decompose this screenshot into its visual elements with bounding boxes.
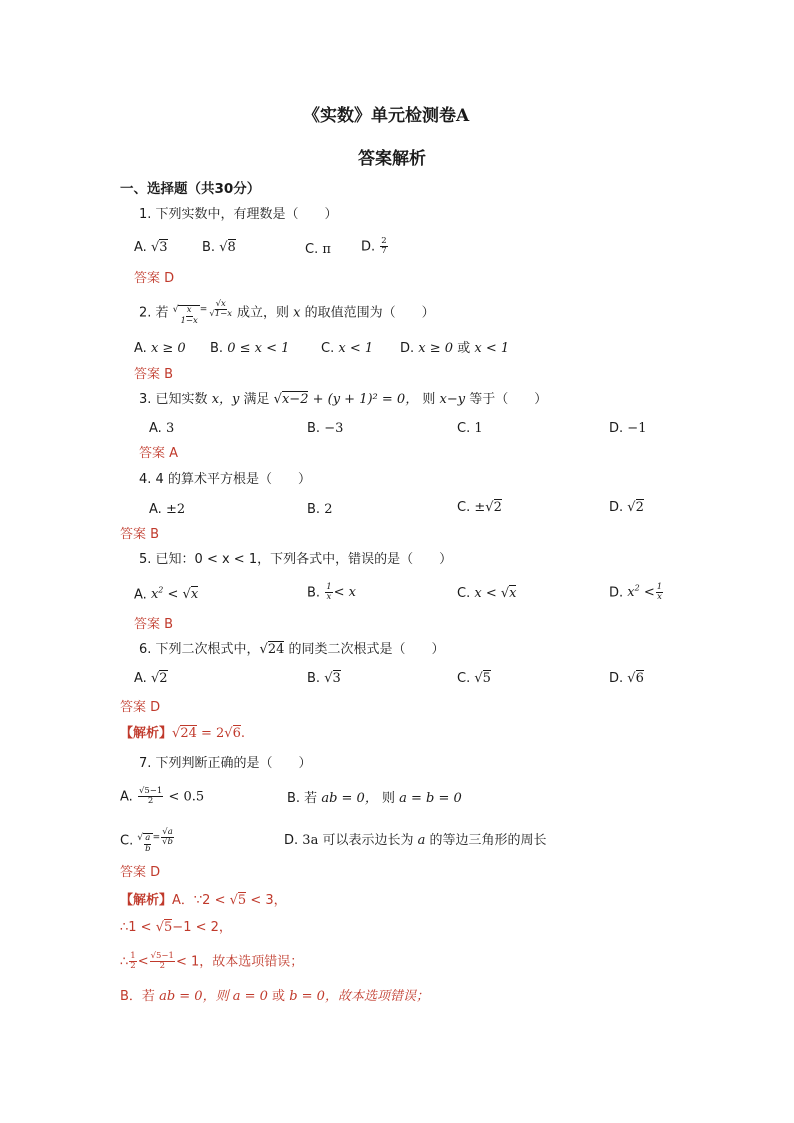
q7-an2-pre: ∴1 <	[120, 920, 152, 935]
q7-option-a	[120, 787, 204, 807]
q7-d-text2: 可以表示边长为	[322, 833, 414, 848]
q6-option-c	[457, 672, 491, 685]
q1-answer-label: 答案	[134, 271, 161, 286]
q4-c-pm: ±	[474, 500, 486, 515]
q2-option-c	[321, 342, 373, 355]
q7-option-d	[284, 834, 547, 847]
q2-d-label: D.	[400, 341, 415, 356]
q7-a-fraction: $\frac{√5-1}{2}$	[138, 786, 163, 807]
q4-c-label: C.	[457, 500, 471, 515]
q6-analysis-eq: = 2	[201, 726, 225, 741]
q6-post: 的同类二次根式是（ ）	[288, 642, 445, 657]
q7-an4-d: b = 0，故本选项错误；	[289, 989, 429, 1004]
q3-c-value: 1	[474, 421, 483, 436]
q4-d-label: D.	[609, 500, 624, 515]
q6-option-d	[609, 672, 644, 685]
question-3-stem	[139, 393, 547, 406]
q4-option-a	[149, 503, 185, 516]
q2-equation: √ $\frac{x}{1-x}$ = $\frac{√x}{√1-x}$	[172, 299, 233, 326]
q2-b-label: B.	[210, 341, 224, 356]
q4-option-b	[307, 503, 332, 516]
q6-analysis-label: 【解析】	[120, 726, 173, 741]
q6-option-a	[134, 672, 168, 685]
q7-an1-pre: A．∵2 <	[172, 893, 226, 908]
q4-b-value: 2	[324, 502, 333, 517]
q5-option-d	[609, 583, 664, 603]
q3-answer	[139, 447, 178, 460]
q4-a-value: ±2	[165, 502, 186, 517]
q5-answer-value: B	[164, 617, 174, 632]
q7-an2-sqrt5: √5	[155, 920, 173, 935]
q7-an1-sqrt5: √5	[229, 893, 247, 908]
q4-c-sqrt2: √2	[485, 500, 502, 515]
q1-answer	[134, 272, 174, 285]
q5-option-a	[134, 587, 198, 601]
q2-answer-value: B	[164, 367, 174, 382]
q2-pre: 2. 若	[139, 305, 169, 321]
q6-d-label: D.	[609, 671, 624, 686]
q7-b-label: B. 若	[287, 791, 318, 806]
q2-c-label: C.	[321, 341, 335, 356]
q3-d-label: D.	[609, 421, 624, 436]
q6-option-b	[307, 672, 341, 685]
q3-post: 等于（ ）	[469, 392, 548, 407]
q7-d-a: a	[417, 833, 426, 848]
q7-a-label: A.	[120, 789, 133, 805]
q3-a-label: A.	[149, 421, 162, 436]
q7-option-b	[287, 792, 462, 805]
q2-d-value1: x ≥ 0	[418, 341, 454, 356]
q7-analysis-label: 【解析】	[120, 893, 173, 908]
q5-c-expr: x < √x	[474, 586, 517, 601]
q3-option-c	[457, 422, 483, 435]
q2-answer-label: 答案	[134, 367, 161, 382]
q5-c-label: C.	[457, 586, 471, 601]
q2-d-value2: x < 1	[474, 341, 510, 356]
q5-option-b	[307, 583, 356, 603]
q6-pre: 6. 下列二次根式中，	[139, 642, 260, 657]
q3-a-value: 3	[165, 421, 175, 436]
q2-option-d	[400, 342, 509, 355]
q1-c-label: C.	[305, 242, 319, 257]
q7-an3-post: < 1，故本选项错误；	[175, 954, 304, 970]
q4-d-sqrt2: √2	[627, 500, 644, 515]
q7-an4-pre: B．若	[120, 989, 155, 1004]
q7-an2-post: −1 < 2，	[172, 920, 232, 935]
q6-analysis-sqrt24: √24	[172, 726, 197, 741]
q6-b-label: B.	[307, 671, 321, 686]
question-6-stem	[139, 643, 445, 656]
q4-b-label: B.	[307, 502, 321, 517]
q5-d-label: D.	[609, 585, 624, 601]
document-title: 《实数》单元检测卷A	[303, 106, 470, 126]
q3-c-label: C.	[457, 421, 471, 436]
q2-mid: 成立，则	[236, 305, 289, 321]
q6-a-sqrt2: √2	[150, 671, 168, 686]
q7-an3-expr: $\frac{1}{2}$ < $\frac{√5-1}{2}$	[130, 951, 174, 972]
q3-answer-label: 答案	[139, 446, 166, 461]
q3-b-value: −3	[324, 421, 344, 436]
q2-option-a	[134, 342, 186, 355]
q3-d-value: −1	[627, 421, 647, 436]
q6-b-sqrt3: √3	[324, 671, 341, 686]
q5-answer-label: 答案	[134, 617, 161, 632]
q3-sqrt: √x−2	[273, 392, 309, 407]
q7-analysis-line4	[120, 990, 429, 1003]
q4-stem-text: 的算术平方根是（ ）	[167, 472, 311, 487]
q7-an4-c: a = 0	[232, 989, 268, 1004]
q4-option-d	[609, 501, 644, 514]
q1-answer-value: D	[164, 271, 175, 286]
q7-b-then: 则	[381, 791, 395, 806]
section-heading: 一、选择题（共30分）	[120, 181, 261, 197]
q7-b-res: a = b = 0	[399, 791, 462, 806]
q6-c-sqrt5: √5	[474, 671, 491, 686]
q1-a-sqrt3: √3	[150, 240, 168, 255]
q3-expr: x−y	[439, 392, 466, 407]
q7-d-text4: 的等边三角形的周长	[429, 833, 547, 848]
q1-d-fraction: $\frac{2}{7}$	[381, 236, 387, 257]
q2-answer	[134, 368, 173, 381]
q7-analysis-line2	[120, 921, 232, 934]
q3-pre: 3. 已知实数	[139, 392, 208, 407]
q7-an1-post: < 3，	[250, 893, 287, 908]
q6-d-sqrt6: √6	[627, 671, 644, 686]
q5-d-expr: $x^2$ < $\frac{1}{x}$	[627, 582, 663, 603]
question-2-stem	[139, 300, 435, 326]
q1-option-b	[202, 241, 236, 254]
q7-a-tail: < 0.5	[168, 789, 205, 805]
question-4-stem	[139, 473, 311, 486]
q6-answer-value: D	[150, 700, 161, 715]
q6-analysis	[120, 727, 245, 740]
q4-answer-value: B	[150, 527, 160, 542]
q6-c-label: C.	[457, 671, 471, 686]
q7-b-cond: ab = 0，	[321, 791, 378, 806]
q3-vars: x，y	[211, 392, 240, 407]
q7-analysis-line3	[120, 952, 303, 972]
q2-option-b	[210, 342, 289, 355]
q1-option-c	[305, 243, 331, 256]
q1-option-a	[134, 241, 168, 254]
q2-a-label: A.	[134, 341, 147, 356]
q1-d-label: D.	[361, 239, 376, 255]
q7-an4-or: 或	[272, 989, 286, 1004]
q2-post: 的取值范围为（ ）	[304, 305, 435, 321]
q5-b-expr: $\frac{1}{x}$ < x	[326, 582, 356, 603]
q3-answer-value: A	[169, 446, 179, 461]
question-7-stem: 7. 下列判断正确的是（ ）	[139, 756, 312, 771]
q6-analysis-sqrt6: √6.	[224, 726, 246, 741]
q2-b-value: 0 ≤ x < 1	[227, 341, 290, 356]
q5-a-label: A.	[134, 587, 147, 603]
q7-d-label: D.	[284, 833, 299, 848]
q7-analysis-line1	[120, 894, 287, 907]
q3-b-label: B.	[307, 421, 321, 436]
q4-answer-label: 答案	[120, 527, 147, 542]
q5-answer	[134, 618, 173, 631]
question-5-stem: 5. 已知：0 < x < 1，下列各式中，错误的是（ ）	[139, 552, 453, 567]
q2-d-or: 或	[457, 341, 471, 356]
q7-option-c	[120, 828, 175, 854]
q3-option-a	[149, 422, 174, 435]
q4-num: 4. 4	[139, 472, 164, 487]
q7-answer-value: D	[150, 865, 161, 880]
q2-c-value: x < 1	[338, 341, 374, 356]
q6-answer	[120, 701, 160, 714]
q7-answer-label: 答案	[120, 865, 147, 880]
q3-eq: + (y + 1)² = 0，	[312, 392, 419, 407]
q5-b-label: B.	[307, 585, 321, 601]
q5-a-expr: $x^2 < √x$	[150, 586, 199, 603]
q1-c-value: π	[322, 242, 331, 257]
q6-answer-label: 答案	[120, 700, 147, 715]
q5-option-c	[457, 587, 516, 600]
q2-a-value: x ≥ 0	[150, 341, 186, 356]
q7-d-3a: 3a	[302, 833, 319, 848]
q3-then: 则	[422, 392, 436, 407]
q6-sqrt24: √24	[259, 642, 285, 657]
q7-an4-b: ab = 0，则	[159, 989, 229, 1004]
q4-answer	[120, 528, 159, 541]
q1-b-label: B.	[202, 240, 216, 255]
q7-c-label: C.	[120, 833, 134, 849]
document-subtitle: 答案解析	[358, 149, 426, 169]
q6-a-label: A.	[134, 671, 147, 686]
q1-a-label: A.	[134, 240, 147, 255]
q7-an3-pre: ∴	[120, 954, 129, 970]
q1-b-sqrt8: √8	[219, 240, 236, 255]
q4-option-c	[457, 501, 502, 514]
q3-option-d	[609, 422, 646, 435]
q7-answer	[120, 866, 160, 879]
q1-option-d	[361, 237, 389, 257]
question-1-stem: 1. 下列实数中，有理数是（ ）	[139, 207, 338, 222]
q7-c-expr: √ $\frac{a}{b}$ = $\frac{√a}{√b}$	[137, 827, 173, 854]
q3-mid: 满足	[243, 392, 270, 407]
q3-option-b	[307, 422, 343, 435]
q4-a-label: A.	[149, 502, 162, 517]
q2-var: x	[293, 305, 301, 321]
